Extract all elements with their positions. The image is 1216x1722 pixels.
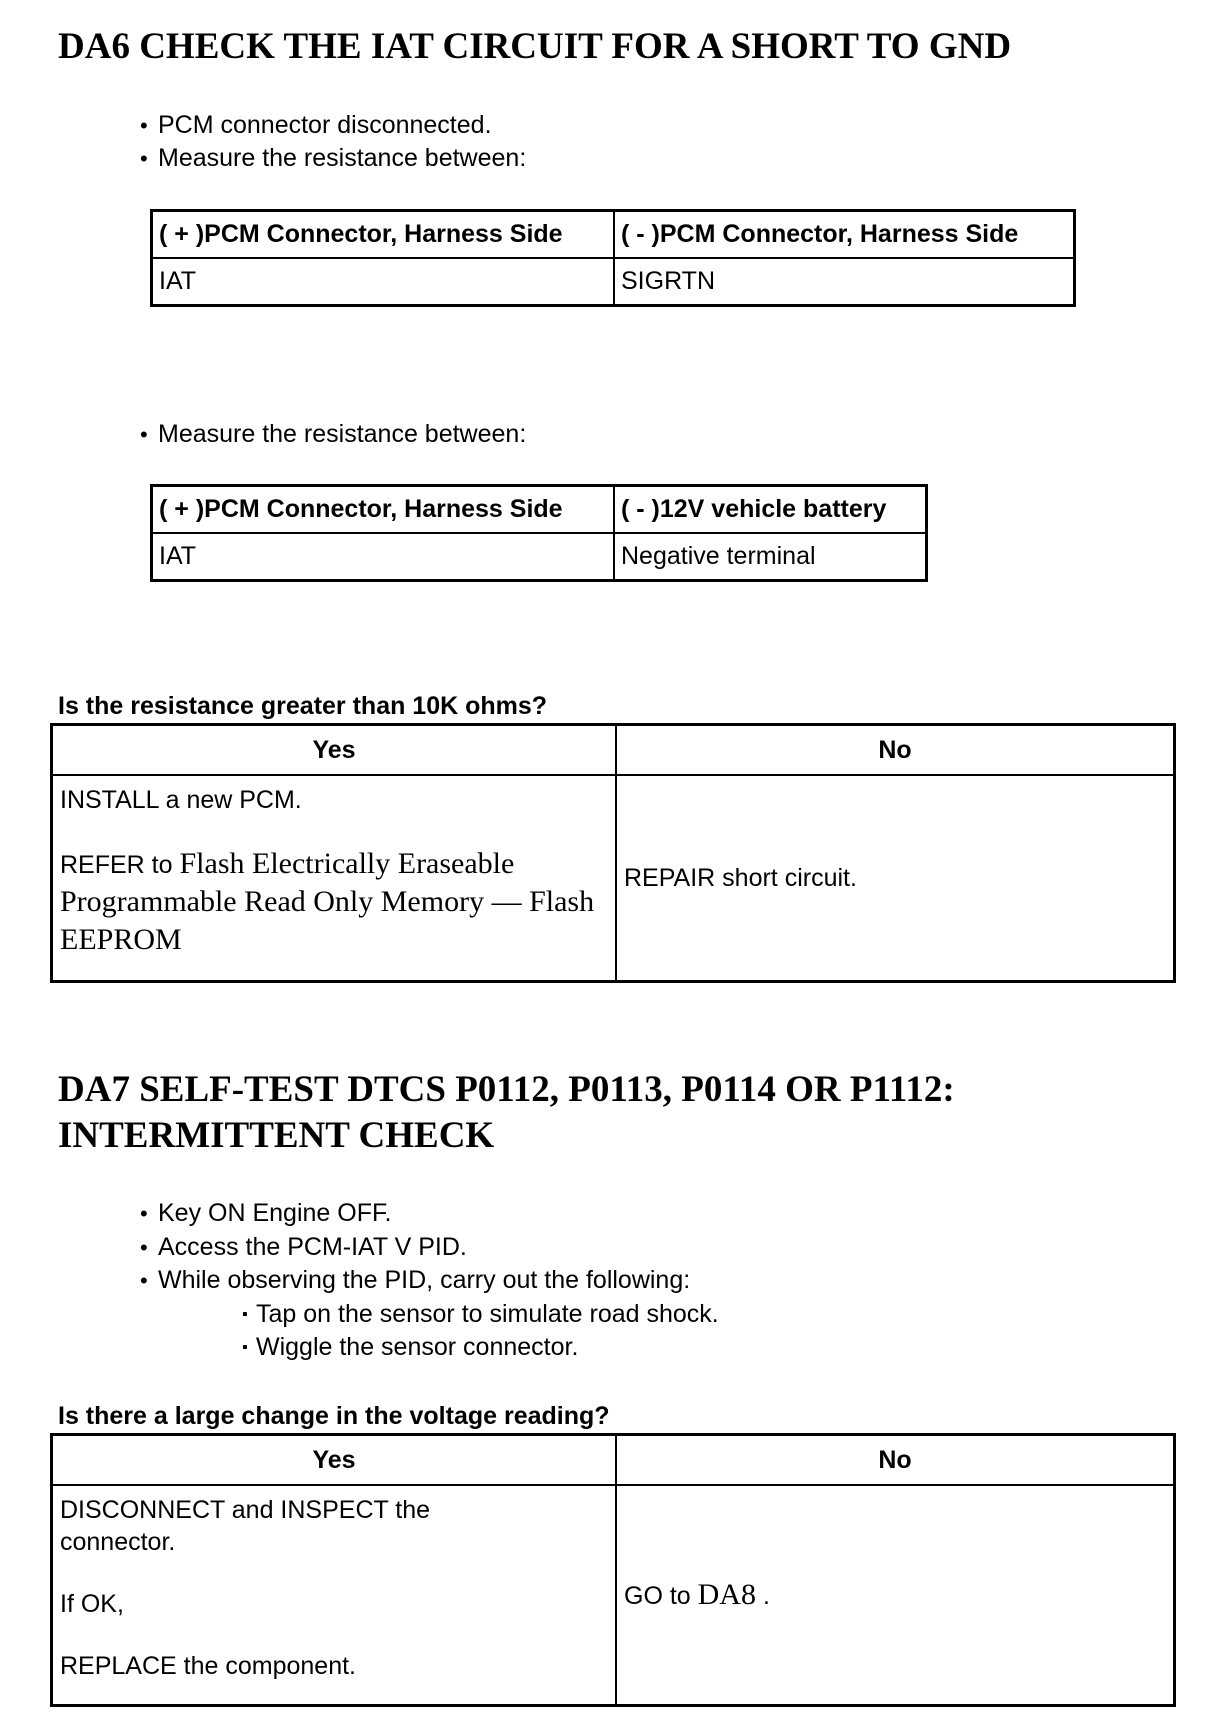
da6-steps (140, 109, 526, 175)
da6-title: DA6 CHECK THE IAT CIRCUIT FOR A SHORT TO GND (58, 26, 1012, 67)
yes-header: Yes (52, 725, 617, 776)
no-header: No (616, 1435, 1175, 1486)
square-bullet-icon: ▪ (242, 1305, 248, 1323)
bullet-icon: • (140, 422, 148, 447)
da6-question: Is the resistance greater than 10K ohms? (58, 692, 548, 720)
list-item: • Measure the resistance between: (140, 142, 526, 175)
da7-decision-table (50, 1433, 1176, 1707)
list-item: • PCM connector disconnected. (140, 109, 526, 142)
da7-question: Is there a large change in the voltage reading? (58, 1402, 610, 1430)
table-header-row (152, 486, 927, 534)
yes-condition: If OK, (60, 1590, 124, 1618)
da6-measurement-table-1 (150, 209, 1076, 307)
table-row (52, 1485, 1175, 1706)
da6-steps-2 (140, 418, 526, 451)
no-cell: GO to DA8 . (616, 1485, 1175, 1706)
list-item: ▪ Tap on the sensor to simulate road shock. (140, 1298, 719, 1332)
table-header-cell: ( + )PCM Connector, Harness Side (152, 486, 615, 534)
table-header-cell: ( - )12V vehicle battery (614, 486, 927, 534)
bullet-icon: • (140, 113, 148, 138)
table-row (152, 533, 927, 581)
table-cell: IAT (152, 258, 615, 306)
table-cell: SIGRTN (614, 258, 1075, 306)
square-bullet-icon: ▪ (242, 1339, 248, 1356)
yes-instruction: DISCONNECT and INSPECT the connector. (60, 1496, 431, 1556)
table-row (52, 775, 1175, 982)
da8-link[interactable]: DA8 (697, 1578, 756, 1611)
yes-cell (52, 1485, 617, 1706)
table-header-row (52, 1435, 1175, 1486)
yes-cell (52, 775, 617, 982)
list-item: • Measure the resistance between: (140, 418, 526, 451)
table-header-row (52, 725, 1175, 776)
table-row (152, 258, 1075, 306)
table-cell: Negative terminal (614, 533, 927, 581)
flash-eeprom-link[interactable]: Flash Electrically Eraseable Programmable Read Only Memory — Flash EEPROM (60, 847, 595, 956)
bullet-icon: • (140, 1234, 148, 1260)
list-item: ▪ Wiggle the sensor connector. (140, 1331, 719, 1365)
yes-instruction: INSTALL a new PCM. (60, 786, 302, 814)
list-item: • Access the PCM-IAT V PID. (140, 1231, 719, 1265)
bullet-icon: • (140, 146, 148, 171)
table-header-cell: ( + )PCM Connector, Harness Side (152, 211, 615, 259)
bullet-icon: • (140, 1268, 148, 1293)
no-cell: REPAIR short circuit. (616, 775, 1175, 982)
no-header: No (616, 725, 1175, 776)
list-item: • Key ON Engine OFF. (140, 1197, 719, 1231)
da7-title-line-2: INTERMITTENT CHECK (58, 1115, 495, 1156)
table-header-row (152, 211, 1075, 259)
yes-header: Yes (52, 1435, 617, 1486)
list-item: • While observing the PID, carry out the following: (140, 1264, 719, 1298)
table-header-cell: ( - )PCM Connector, Harness Side (614, 211, 1075, 259)
da7-steps (140, 1197, 719, 1365)
yes-refer: REFER to Flash Electrically Eraseable Programmable Read Only Memory — Flash EEPROM (60, 847, 595, 956)
da7-title-line-1: DA7 SELF-TEST DTCS P0112, P0113, P0114 OR P1112: (58, 1069, 955, 1110)
da6-decision-table (50, 723, 1176, 983)
yes-action: REPLACE the component. (60, 1652, 356, 1680)
table-cell: IAT (152, 533, 615, 581)
da6-measurement-table-2 (150, 484, 928, 582)
bullet-icon: • (140, 1201, 148, 1226)
